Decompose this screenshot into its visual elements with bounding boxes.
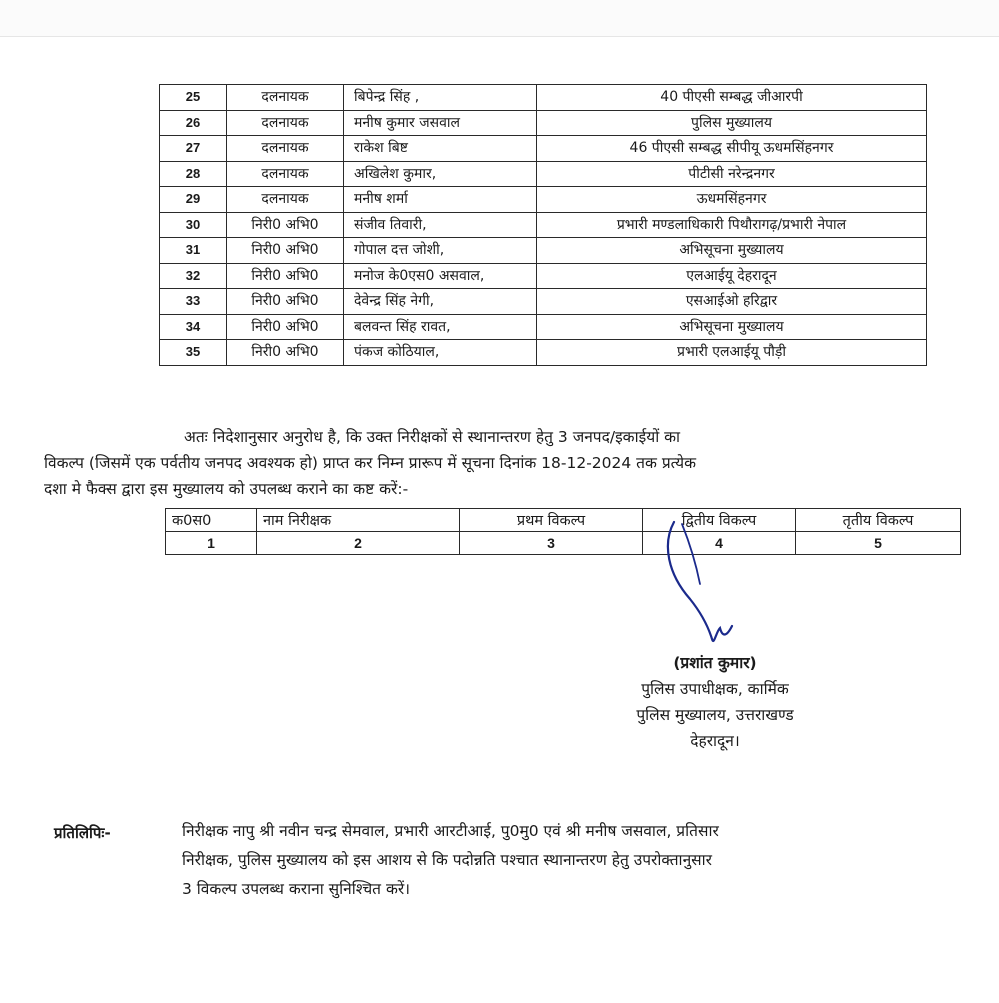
- header-third-choice: तृतीय विकल्प: [796, 509, 961, 532]
- copy-line-1: निरीक्षक नापु श्री नवीन चन्द्र सेमवाल, प्रभारी आरटीआई, पु0मु0 एवं श्री मनीष जसवाल, प्रतिसार: [182, 822, 719, 840]
- officer-table: [159, 84, 927, 366]
- officer-name-cell: मनीष शर्मा: [344, 187, 537, 213]
- posting-cell: 40 पीएसी सम्बद्ध जीआरपी: [537, 85, 927, 111]
- posting-cell: एसआईओ हरिद्वार: [537, 289, 927, 315]
- table-row: [160, 238, 927, 264]
- rank-cell: निरी0 अभि0: [227, 263, 344, 289]
- table-row: [160, 187, 927, 213]
- copy-line-3: 3 विकल्प उपलब्ध कराना सुनिश्चित करें।: [182, 880, 411, 898]
- rank-cell: दलनायक: [227, 85, 344, 111]
- header-inspector-name: नाम निरीक्षक: [257, 509, 460, 532]
- serial-number-cell: 28: [160, 161, 227, 187]
- table-row: [160, 110, 927, 136]
- format-header-row: [166, 509, 961, 532]
- rank-cell: दलनायक: [227, 110, 344, 136]
- table-row: [160, 161, 927, 187]
- signatory-city: देहरादून।: [690, 732, 740, 750]
- officer-name-cell: मनोज के0एस0 असवाल,: [344, 263, 537, 289]
- signature-block: [580, 650, 850, 754]
- rank-cell: दलनायक: [227, 161, 344, 187]
- officer-name-cell: बिपेन्द्र सिंह ,: [344, 85, 537, 111]
- copy-text: [182, 817, 962, 904]
- officer-name-cell: गोपाल दत्त जोशी,: [344, 238, 537, 264]
- number-cell: 5: [796, 532, 961, 555]
- paragraph-line-3: दशा मे फैक्स द्वारा इस मुख्यालय को उपलब्ध कराने का कष्ट करें:-: [44, 480, 409, 498]
- header-first-choice: प्रथम विकल्प: [460, 509, 643, 532]
- number-cell: 4: [643, 532, 796, 555]
- posting-cell: 46 पीएसी सम्बद्ध सीपीयू ऊधमसिंहनगर: [537, 136, 927, 162]
- number-cell: 3: [460, 532, 643, 555]
- officer-name-cell: अखिलेश कुमार,: [344, 161, 537, 187]
- handwritten-signature: [660, 514, 750, 654]
- serial-number-cell: 25: [160, 85, 227, 111]
- posting-cell: प्रभारी एलआईयू पौड़ी: [537, 340, 927, 366]
- rank-cell: निरी0 अभि0: [227, 314, 344, 340]
- serial-number-cell: 30: [160, 212, 227, 238]
- officer-name-cell: पंकज कोठियाल,: [344, 340, 537, 366]
- table-row: [160, 85, 927, 111]
- rank-cell: निरी0 अभि0: [227, 238, 344, 264]
- table-row: [160, 314, 927, 340]
- header-serial: क0स0: [166, 509, 257, 532]
- signatory-office: पुलिस मुख्यालय, उत्तराखण्ड: [636, 706, 794, 724]
- serial-number-cell: 27: [160, 136, 227, 162]
- serial-number-cell: 35: [160, 340, 227, 366]
- rank-cell: निरी0 अभि0: [227, 340, 344, 366]
- format-table: [165, 508, 961, 555]
- officer-name-cell: देवेन्द्र सिंह नेगी,: [344, 289, 537, 315]
- officer-name-cell: मनीष कुमार जसवाल: [344, 110, 537, 136]
- officer-name-cell: बलवन्त सिंह रावत,: [344, 314, 537, 340]
- serial-number-cell: 31: [160, 238, 227, 264]
- paragraph-line-2: विकल्प (जिसमें एक पर्वतीय जनपद अवश्यक हो) प्राप्त कर निम्न प्रारूप में सूचना दिनांक 18-12-2024 तक प्रत्येक: [44, 454, 697, 472]
- serial-number-cell: 29: [160, 187, 227, 213]
- posting-cell: ऊधमसिंहनगर: [537, 187, 927, 213]
- serial-number-cell: 26: [160, 110, 227, 136]
- officer-name-cell: राकेश बिष्ट: [344, 136, 537, 162]
- rank-cell: निरी0 अभि0: [227, 289, 344, 315]
- request-paragraph: [44, 424, 964, 502]
- serial-number-cell: 32: [160, 263, 227, 289]
- paragraph-line-1: अतः निदेशानुसार अनुरोध है, कि उक्त निरीक्षकों से स्थानान्तरण हेतु 3 जनपद/इकाईयों का: [184, 428, 681, 446]
- rank-cell: दलनायक: [227, 187, 344, 213]
- format-number-row: [166, 532, 961, 555]
- header-second-choice: द्वितीय विकल्प: [643, 509, 796, 532]
- posting-cell: अभिसूचना मुख्यालय: [537, 238, 927, 264]
- posting-cell: पुलिस मुख्यालय: [537, 110, 927, 136]
- rank-cell: निरी0 अभि0: [227, 212, 344, 238]
- copy-label: प्रतिलिपिः-: [54, 824, 111, 842]
- table-row: [160, 289, 927, 315]
- rank-cell: दलनायक: [227, 136, 344, 162]
- officer-name-cell: संजीव तिवारी,: [344, 212, 537, 238]
- table-row: [160, 212, 927, 238]
- serial-number-cell: 34: [160, 314, 227, 340]
- signatory-designation: पुलिस उपाधीक्षक, कार्मिक: [641, 680, 789, 698]
- table-row: [160, 340, 927, 366]
- number-cell: 2: [257, 532, 460, 555]
- posting-cell: एलआईयू देहरादून: [537, 263, 927, 289]
- signatory-name: (प्रशांत कुमार): [673, 654, 757, 672]
- page-top-edge: [0, 0, 999, 37]
- serial-number-cell: 33: [160, 289, 227, 315]
- number-cell: 1: [166, 532, 257, 555]
- table-row: [160, 136, 927, 162]
- table-row: [160, 263, 927, 289]
- posting-cell: अभिसूचना मुख्यालय: [537, 314, 927, 340]
- posting-cell: प्रभारी मण्डलाधिकारी पिथौरागढ़/प्रभारी नेपाल: [537, 212, 927, 238]
- copy-line-2: निरीक्षक, पुलिस मुख्यालय को इस आशय से कि पदोन्नति पश्चात स्थानान्तरण हेतु उपरोक्तानुसार: [182, 851, 712, 869]
- posting-cell: पीटीसी नरेन्द्रनगर: [537, 161, 927, 187]
